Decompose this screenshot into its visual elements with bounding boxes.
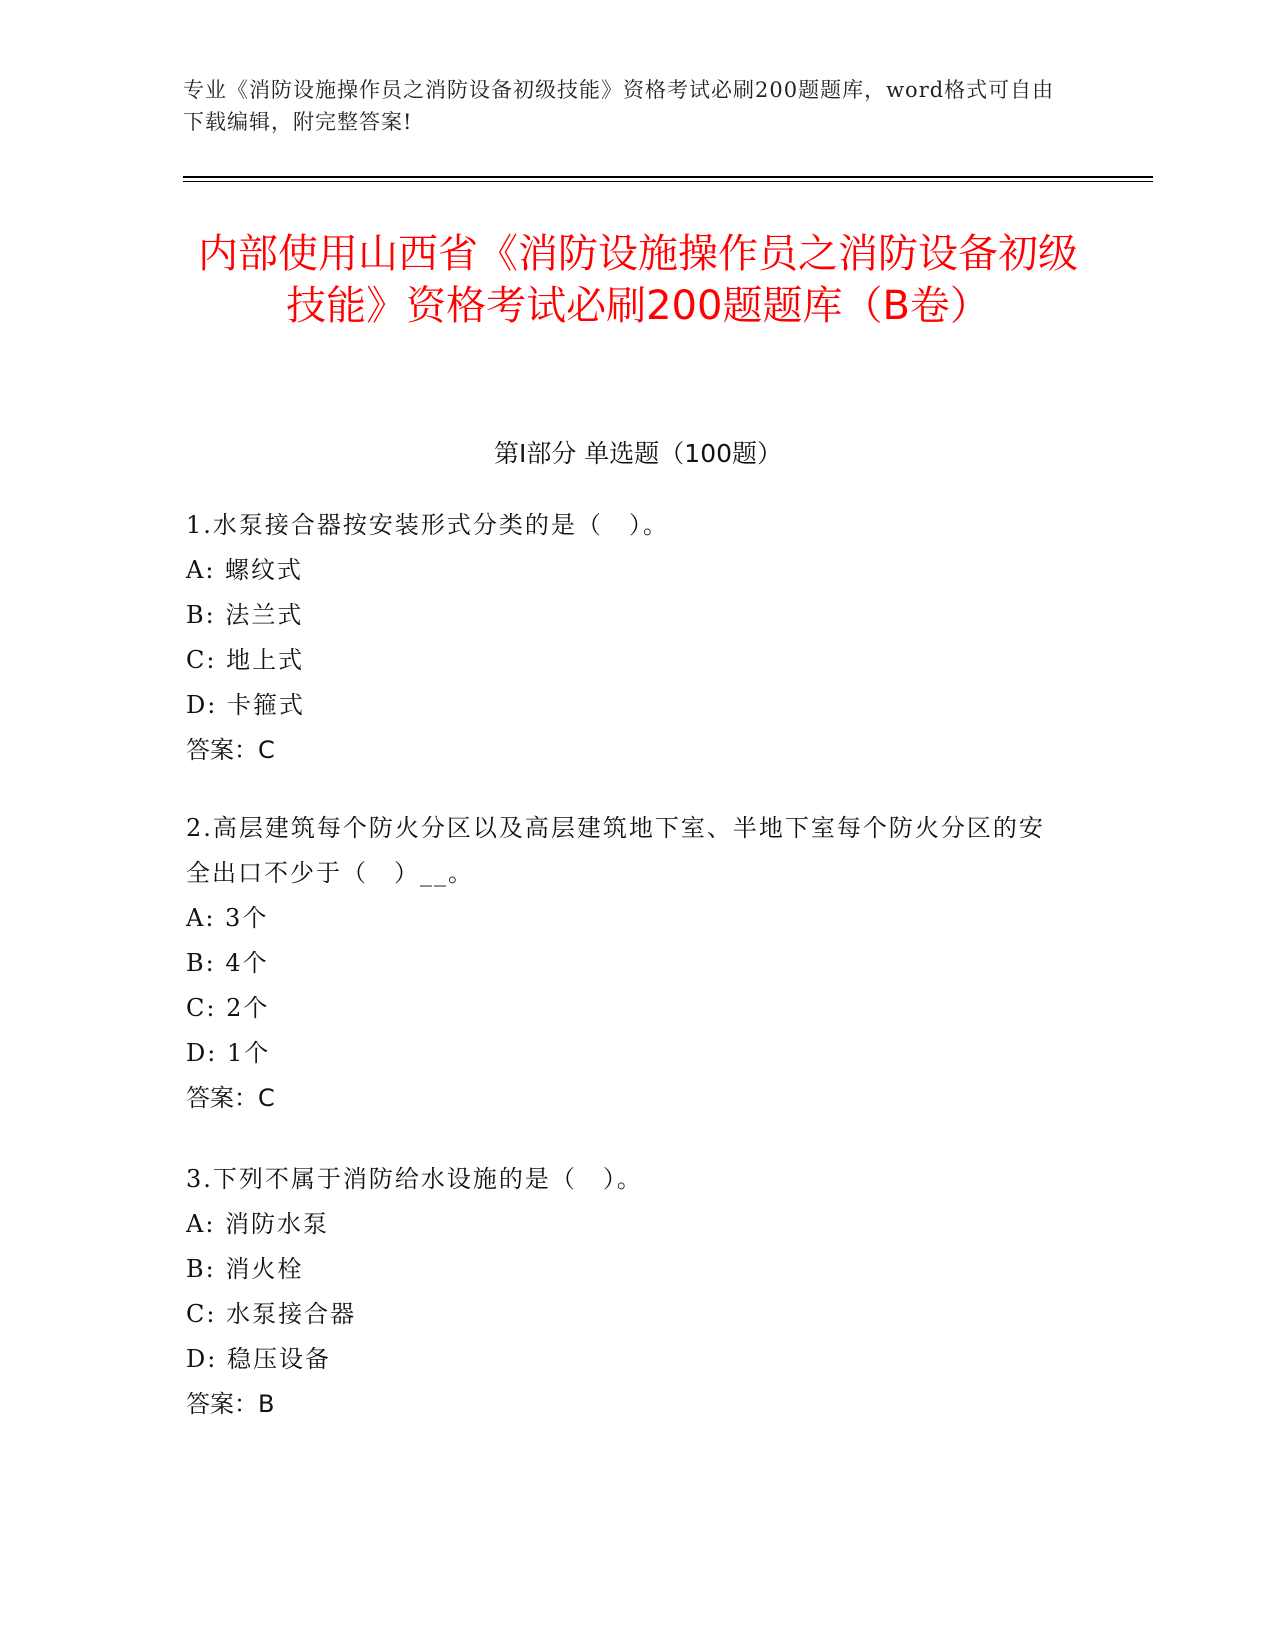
option-d: D: 卡箍式 [186, 691, 305, 719]
option-d: D: 稳压设备 [186, 1345, 331, 1373]
option-b: B: 4个 [186, 949, 269, 977]
question-1 [186, 503, 1066, 773]
question-stem: 2.高层建筑每个防火分区以及高层建筑地下室、半地下室每个防火分区的安全出口不少于（ ）__。 [186, 814, 1045, 887]
option-a: A: 螺纹式 [186, 556, 304, 584]
option-c: C: 地上式 [186, 646, 305, 674]
option-b: B: 法兰式 [186, 601, 304, 629]
answer-line: 答案：C [186, 1084, 275, 1112]
section-title: 第Ⅰ部分 单选题（100题） [493, 439, 783, 468]
option-c: C: 2个 [186, 994, 270, 1022]
header-note: 专业《消防设施操作员之消防设备初级技能》资格考试必刷200题题库，word格式可自由下载编辑，附完整答案! [183, 78, 1055, 134]
question-3 [186, 1157, 1066, 1427]
option-c: C: 水泵接合器 [186, 1300, 357, 1328]
header-divider-thick [183, 176, 1153, 178]
answer-line: 答案：B [186, 1390, 275, 1418]
question-stem: 1.水泵接合器按安装形式分类的是（ ）。 [186, 511, 669, 539]
option-d: D: 1个 [186, 1039, 271, 1067]
option-a: A: 消防水泵 [186, 1210, 330, 1238]
question-stem: 3.下列不属于消防给水设施的是（ ）。 [186, 1165, 643, 1193]
answer-line: 答案：C [186, 736, 275, 764]
option-a: A: 3个 [186, 904, 269, 932]
question-2 [186, 806, 1066, 1121]
document-title: 内部使用山西省《消防设施操作员之消防设备初级技能》资格考试必刷200题题库（B卷） [198, 231, 1078, 329]
header-divider-thin [183, 181, 1153, 182]
option-b: B: 消火栓 [186, 1255, 304, 1283]
